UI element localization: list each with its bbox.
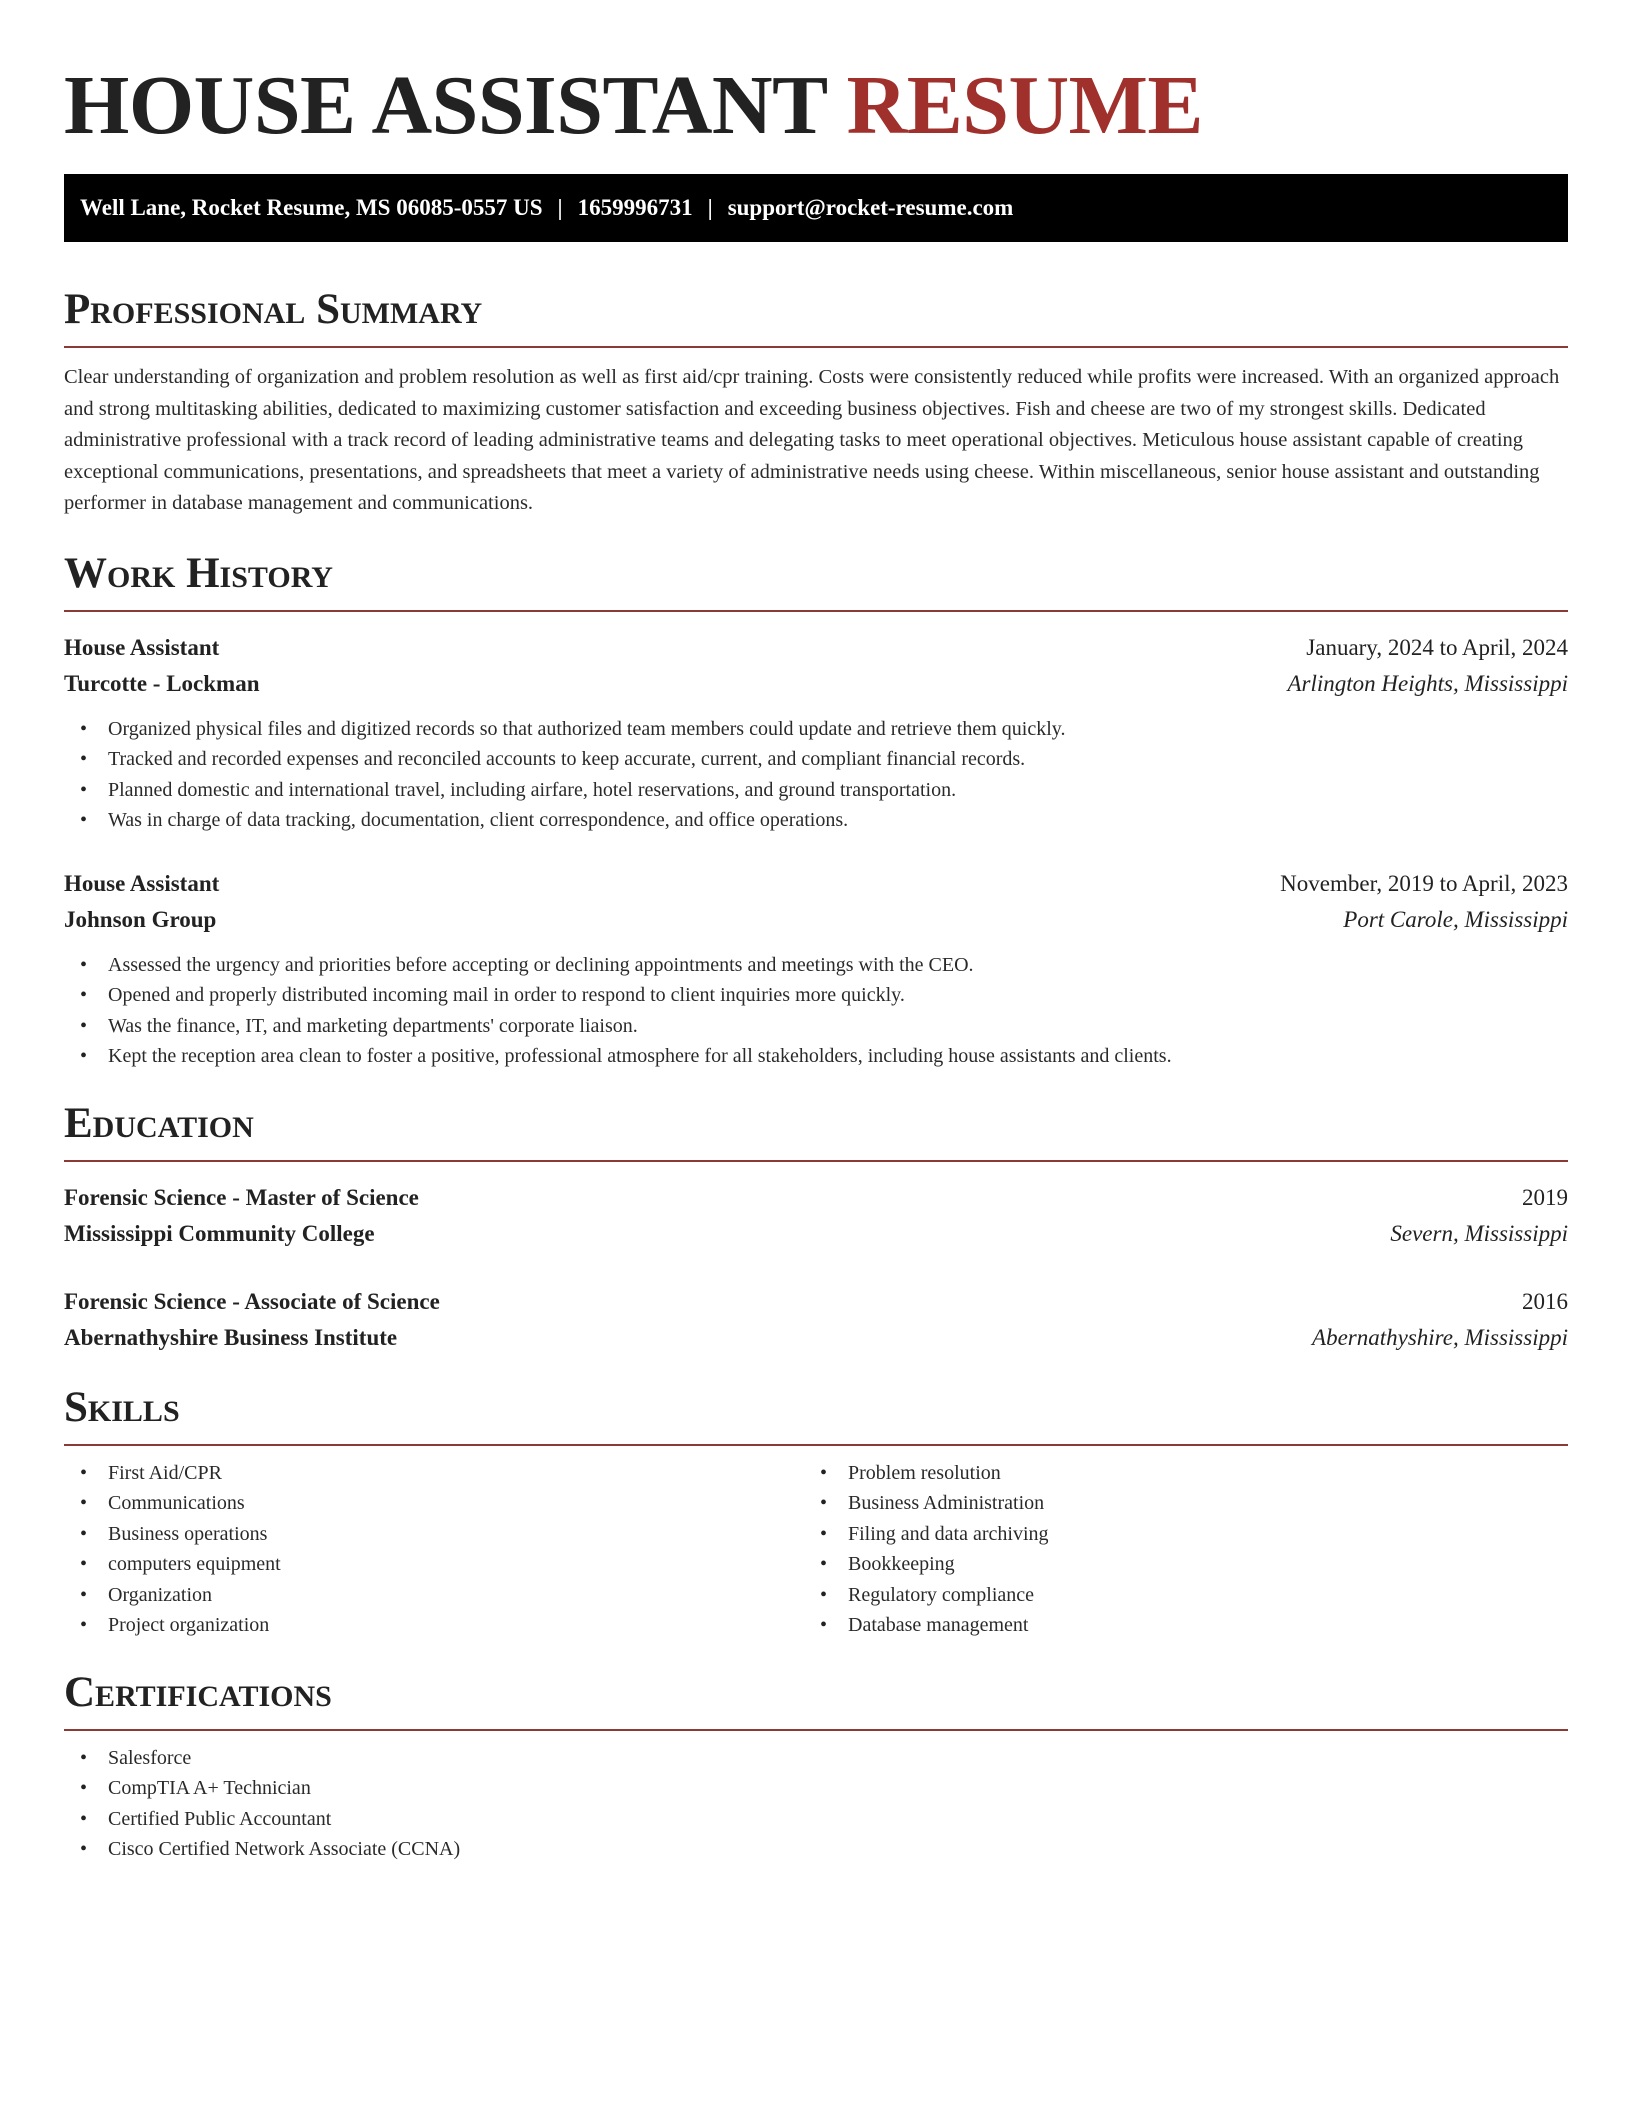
job-dates: January, 2024 to April, 2024 [1306,634,1568,660]
certifications-list [64,1743,1568,1865]
education-section [64,1100,1568,1356]
skill-item: • Communications [64,1488,804,1519]
resume-title [64,56,1568,156]
summary-text: Clear understanding of organization and problem resolution as well as first aid/cpr training. Costs were consistently reduced while profits were increased. With an organized approach and strong multitasking abilities, dedicated to maximizing customer satisfaction and exceeding business objectives. Fish and cheese are two of my strongest skills. Dedicated administrative professional with a track record of leading administrative teams and delegating tasks to meet operational objectives. Meticulous house assistant capable of creating exceptional communications, presentations, and spreadsheets that meet a variety of administrative needs using cheese. Within miscellaneous, senior house assistant and outstanding performer in database management and communications. [64,366,1560,514]
degree-name: Forensic Science - Associate of Science [64,1288,440,1314]
school-location: Severn, Mississippi [1390,1220,1568,1246]
job-duties-list [64,950,1568,1072]
title-accent: RESUME [846,59,1203,152]
job-title-row [64,866,1568,902]
job-duty: • Kept the reception area clean to foster a positive, professional atmosphere for all stakeholders, including house assistants and clients. [64,1041,1568,1072]
skill-item: • Business operations [64,1519,804,1550]
job-duty: • Assessed the urgency and priorities before accepting or declining appointments and meetings with the CEO. [64,950,1568,981]
work-history-section [64,550,1568,1072]
skills-list-right [804,1458,1544,1641]
skill-item: • Filing and data archiving [804,1519,1544,1550]
contact-phone: 1659996731 [577,195,693,220]
job-company: Turcotte - Lockman [64,670,260,696]
degree-row [64,1284,1568,1320]
title-main: HOUSE ASSISTANT [64,59,827,152]
job-duty: • Was the finance, IT, and marketing departments' corporate liaison. [64,1011,1568,1042]
skills-heading: Skills [64,1384,1568,1446]
education-entry [64,1284,1568,1356]
skill-item: • Database management [804,1610,1544,1641]
skills-grid [64,1458,1568,1641]
work-history-heading: Work History [64,550,1568,612]
certifications-heading: Certifications [64,1669,1568,1731]
job-duties-list [64,714,1568,836]
job-dates: November, 2019 to April, 2023 [1280,870,1568,896]
job-company-row [64,666,1568,702]
school-name: Mississippi Community College [64,1220,375,1246]
certification-item: • Certified Public Accountant [64,1804,1568,1835]
job-company-row [64,902,1568,938]
degree-name: Forensic Science - Master of Science [64,1184,419,1210]
skill-item: • Project organization [64,1610,804,1641]
certification-item: • CompTIA A+ Technician [64,1773,1568,1804]
summary-section [64,286,1568,520]
degree-row [64,1180,1568,1216]
job-duty: • Organized physical files and digitized records so that authorized team members could update and retrieve them quickly. [64,714,1568,745]
degree-year: 2019 [1522,1184,1568,1210]
job-title-row [64,630,1568,666]
summary-heading: Professional Summary [64,286,1568,348]
skill-item: • computers equipment [64,1549,804,1580]
job-title: House Assistant [64,634,220,660]
contact-address: Well Lane, Rocket Resume, MS 06085-0557 US [80,195,543,220]
school-row [64,1216,1568,1252]
skill-item: • Problem resolution [804,1458,1544,1489]
job-duty: • Tracked and recorded expenses and reconciled accounts to keep accurate, current, and compliant financial records. [64,744,1568,775]
skill-item: • Business Administration [804,1488,1544,1519]
skill-item: • Organization [64,1580,804,1611]
school-row [64,1320,1568,1356]
certification-item: • Salesforce [64,1743,1568,1774]
job-entry [64,630,1568,836]
job-duty: • Was in charge of data tracking, documentation, client correspondence, and office operations. [64,805,1568,836]
school-name: Abernathyshire Business Institute [64,1324,398,1350]
job-company: Johnson Group [64,906,217,932]
job-entry [64,866,1568,1072]
contact-separator: | [707,195,713,220]
school-location: Abernathyshire, Mississippi [1312,1324,1568,1350]
certifications-section [64,1669,1568,1865]
skill-item: • Bookkeeping [804,1549,1544,1580]
job-duty: • Opened and properly distributed incoming mail in order to respond to client inquiries more quickly. [64,980,1568,1011]
education-heading: Education [64,1100,1568,1162]
job-duty: • Planned domestic and international travel, including airfare, hotel reservations, and ground transportation. [64,775,1568,806]
certification-item: • Cisco Certified Network Associate (CCNA) [64,1834,1568,1865]
education-entry [64,1180,1568,1252]
contact-bar [64,174,1568,242]
skills-list-left [64,1458,804,1641]
contact-email: support@rocket-resume.com [727,195,1014,220]
skill-item: • Regulatory compliance [804,1580,1544,1611]
job-title: House Assistant [64,870,220,896]
job-location: Arlington Heights, Mississippi [1287,670,1568,696]
skills-section [64,1384,1568,1641]
contact-separator: | [557,195,563,220]
skill-item: • First Aid/CPR [64,1458,804,1489]
job-location: Port Carole, Mississippi [1343,906,1568,932]
degree-year: 2016 [1522,1288,1568,1314]
